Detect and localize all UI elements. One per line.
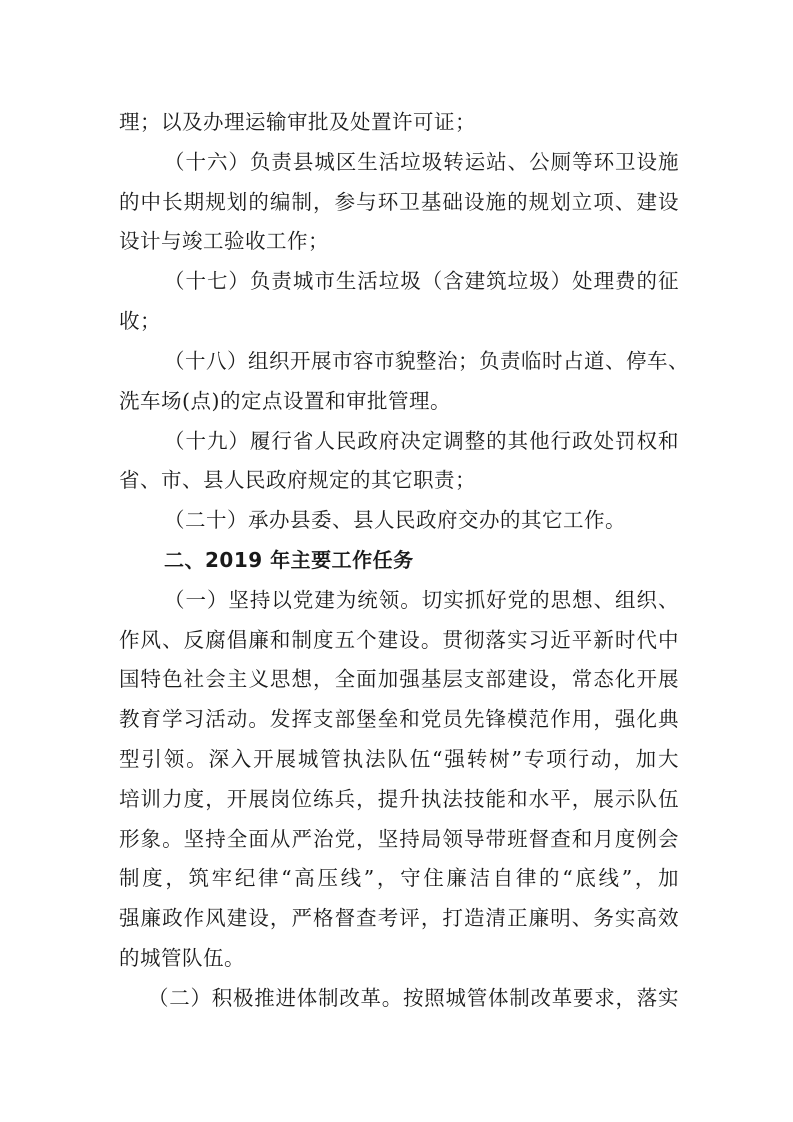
- paragraph-line: 国特色社会主义思想，全面加强基层支部建设，常态化开展: [119, 667, 679, 691]
- paragraph-line: 制度，筑牢纪律“高压线”，守住廉洁自律的“底线”，加: [119, 866, 679, 890]
- paragraph-line: （一）坚持以党建为统领。切实抓好党的思想、组织、: [164, 588, 679, 612]
- paragraph-line: （十八）组织开展市容市貌整治；负责临时占道、停车、: [164, 349, 689, 373]
- paragraph-line: （十九）履行省人民政府决定调整的其他行政处罚权和: [164, 429, 679, 453]
- paragraph-line: （十六）负责县城区生活垃圾转运站、公厕等环卫设施: [164, 150, 679, 174]
- paragraph-line: 设计与竣工验收工作；: [119, 229, 329, 253]
- paragraph-line: 强廉政作风建设，严格督查考评，打造清正廉明、务实高效: [119, 906, 679, 930]
- paragraph-line: 作风、反腐倡廉和制度五个建设。贯彻落实习近平新时代中: [119, 628, 679, 652]
- paragraph-line: 省、市、县人民政府规定的其它职责；: [119, 468, 476, 492]
- paragraph-line: 培训力度，开展岗位练兵，提升执法技能和水平，展示队伍: [119, 787, 679, 811]
- paragraph-line: 教育学习活动。发挥支部堡垒和党员先锋模范作用，强化典: [119, 707, 679, 731]
- paragraph-line: 收；: [119, 309, 161, 333]
- paragraph-line: （十七）负责城市生活垃圾（含建筑垃圾）处理费的征: [164, 269, 679, 293]
- paragraph-line: 的中长期规划的编制，参与环卫基础设施的规划立项、建设: [119, 190, 679, 214]
- section-heading: 二、2019 年主要工作任务: [164, 548, 414, 572]
- paragraph-line: （二）积极推进体制改革。按照城管体制改革要求，落实: [148, 986, 679, 1010]
- paragraph-line: 洗车场(点)的定点设置和审批管理。: [119, 389, 451, 413]
- paragraph-line: （二十）承办县委、县人民政府交办的其它工作。: [164, 508, 626, 532]
- paragraph-line: 形象。坚持全面从严治党，坚持局领导带班督查和月度例会: [119, 827, 679, 851]
- paragraph-line: 型引领。深入开展城管执法队伍“强转树”专项行动，加大: [119, 747, 679, 771]
- paragraph-line: 的城管队伍。: [119, 946, 245, 970]
- paragraph-line: 理；以及办理运输审批及处置许可证；: [119, 110, 476, 134]
